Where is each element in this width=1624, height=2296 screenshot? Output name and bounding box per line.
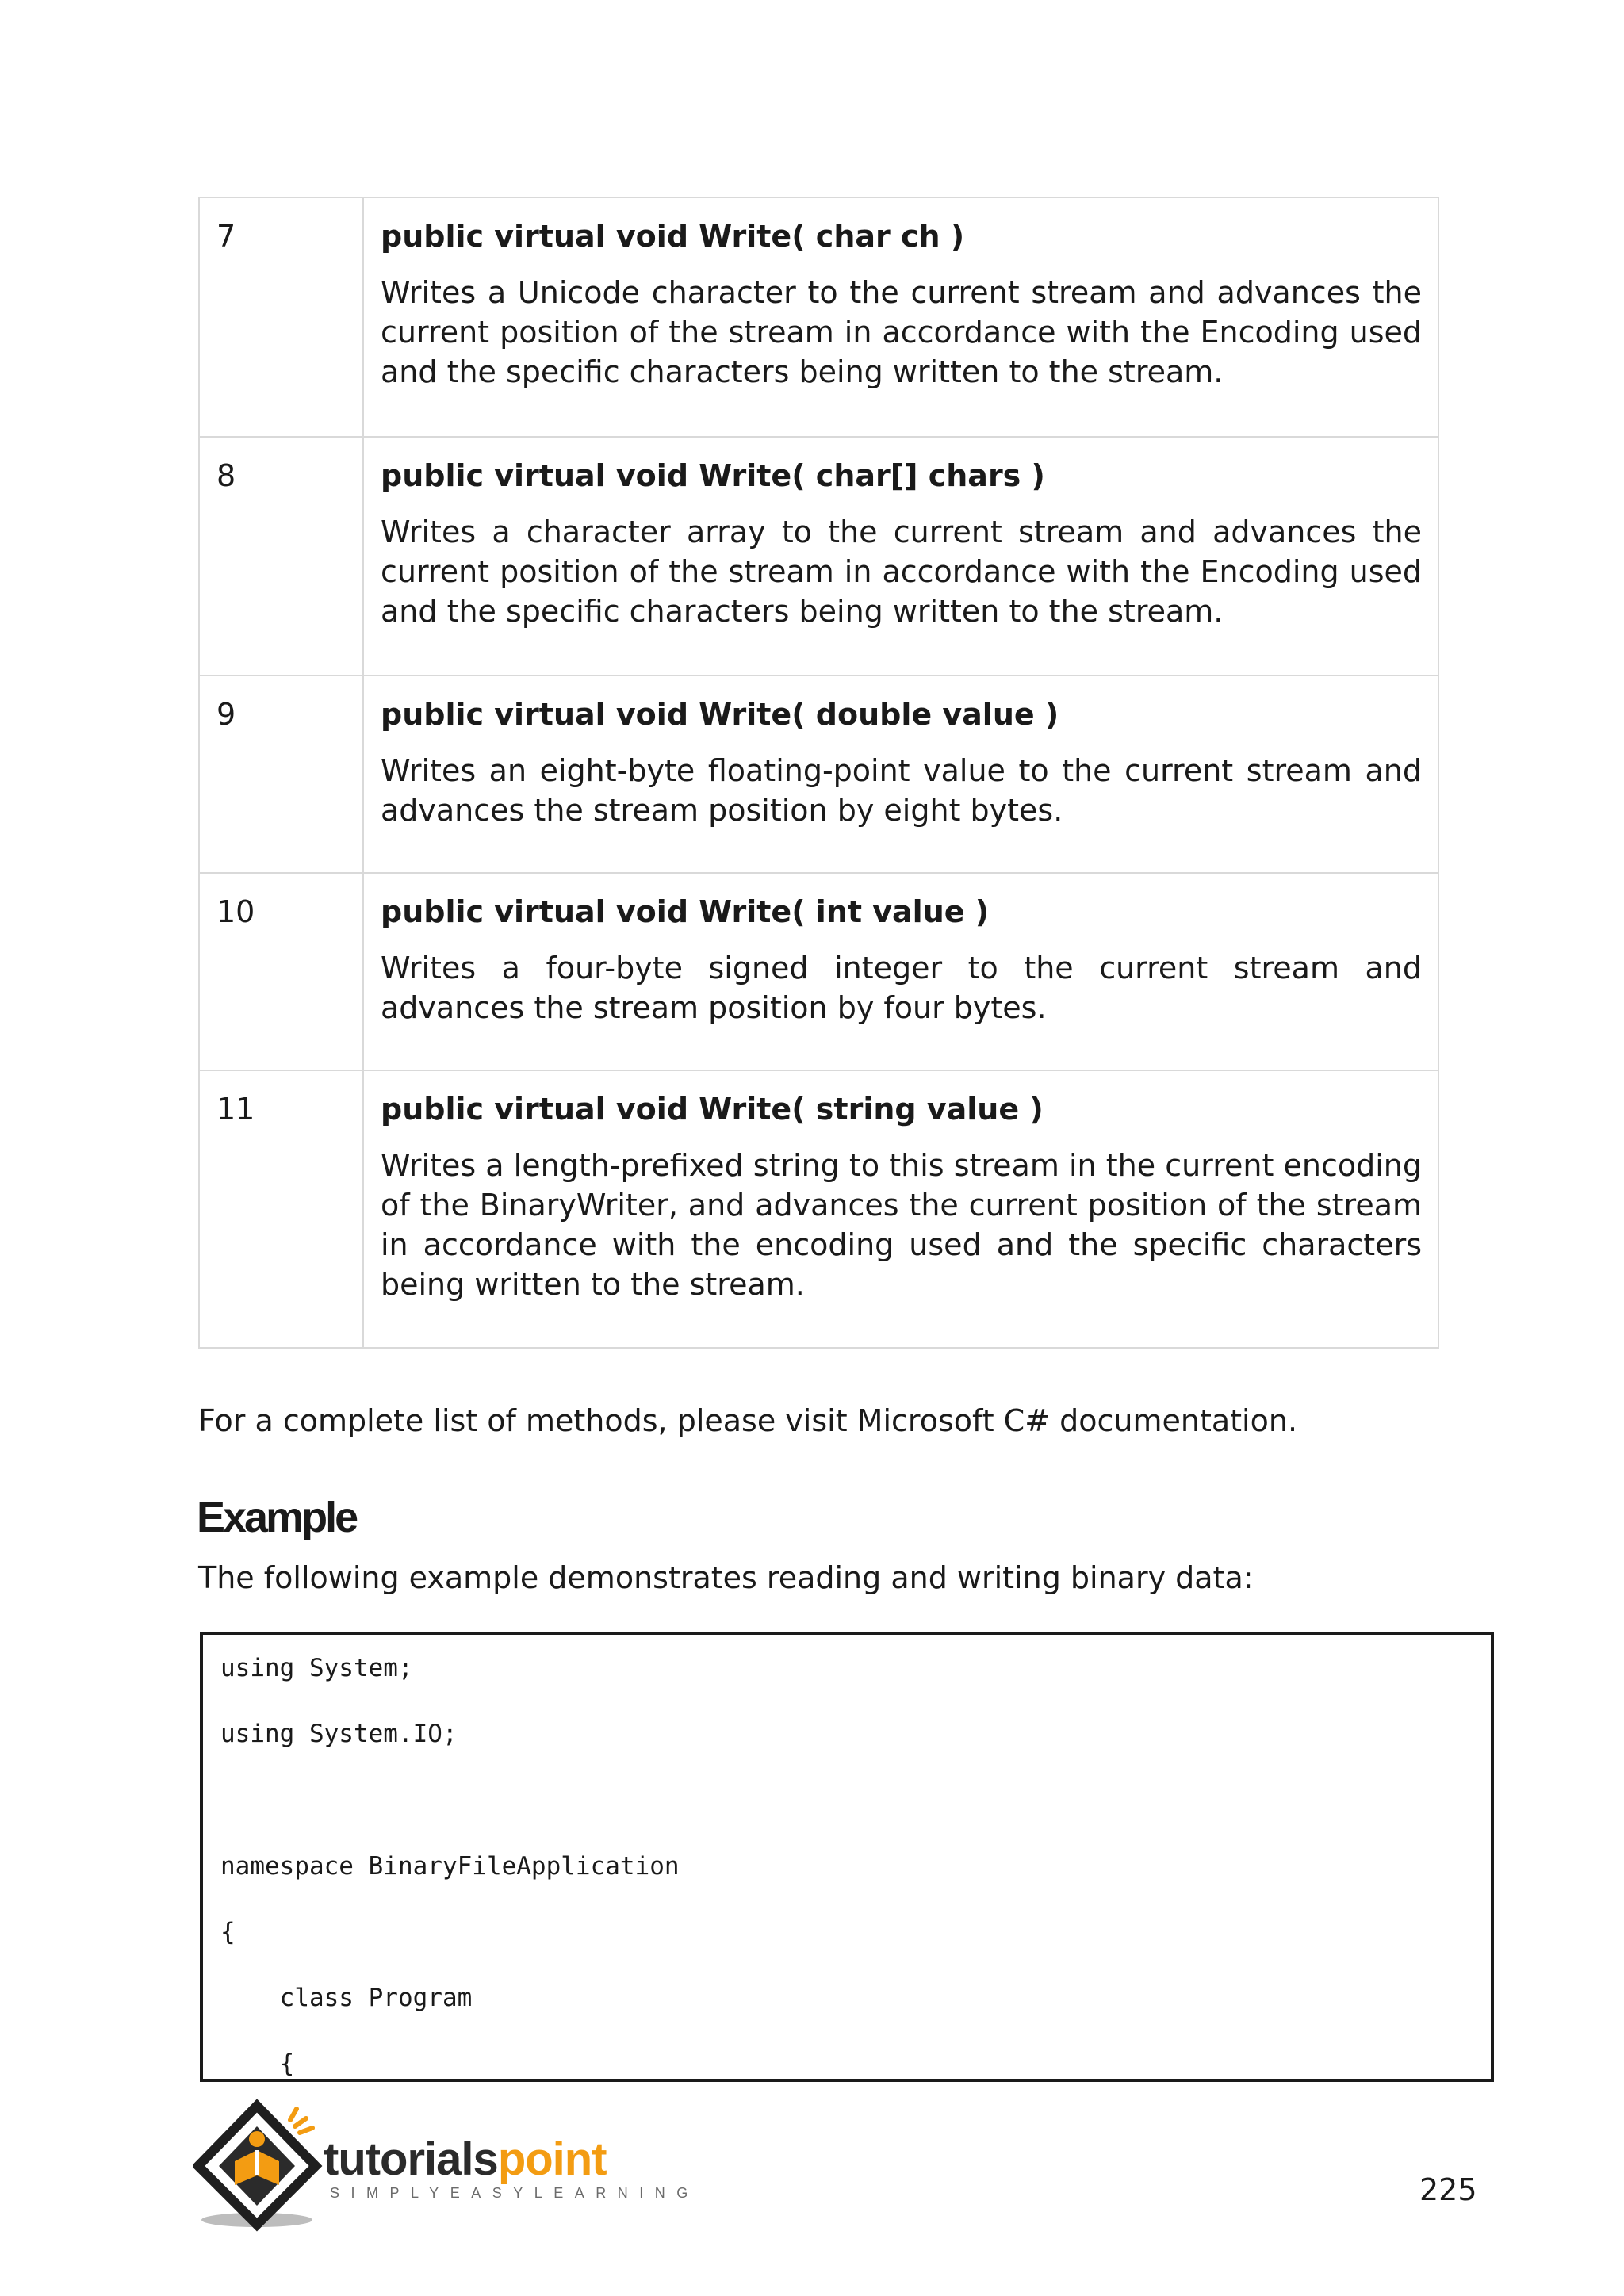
method-number: 9 (199, 675, 363, 873)
method-number: 10 (199, 873, 363, 1070)
method-description: Writes a four-byte signed integer to the current stream and advances the stream position by four bytes. (381, 951, 1422, 1025)
logo-emblem-icon (193, 2099, 328, 2234)
code-block (200, 1632, 1494, 2082)
table-row (199, 1070, 1438, 1348)
example-intro: The following example demonstrates reading and writing binary data: (198, 1560, 1254, 1595)
logo-tagline: SIMPLYEASYLEARNING (330, 2185, 699, 2201)
table-row (199, 197, 1438, 437)
table-row (199, 873, 1438, 1070)
page-number: 225 (1419, 2172, 1477, 2207)
logo-wordmark (324, 2134, 607, 2185)
methods-reference-note: For a complete list of methods, please visit Microsoft C# documentation. (198, 1403, 1298, 1438)
method-signature: public virtual void Write( string value ) (381, 1092, 1044, 1127)
method-number: 8 (199, 437, 363, 675)
method-cell (363, 675, 1438, 873)
table-row (199, 675, 1438, 873)
methods-table (198, 197, 1439, 1349)
method-cell (363, 873, 1438, 1070)
method-signature: public virtual void Write( double value ) (381, 697, 1059, 732)
code-line: namespace BinaryFileApplication (220, 1852, 680, 1881)
method-cell (363, 437, 1438, 675)
logo-word-accent: point (497, 2133, 607, 2185)
method-signature: public virtual void Write( int value ) (381, 894, 990, 929)
section-heading: Example (197, 1494, 357, 1541)
method-cell (363, 197, 1438, 437)
method-signature: public virtual void Write( char[] chars ) (381, 458, 1045, 493)
method-description: Writes an eight-byte floating-point value to the current stream and advances the stream position by eight bytes. (381, 753, 1422, 828)
method-number: 7 (199, 197, 363, 437)
method-cell (363, 1070, 1438, 1348)
code-line: { (220, 1918, 236, 1946)
code-line: using System; (220, 1654, 413, 1682)
method-number: 11 (199, 1070, 363, 1348)
logo-word-dark: tutorials (324, 2133, 498, 2185)
code-line: { (220, 2049, 295, 2078)
method-description: Writes a character array to the current stream and advances the current position of the stream in accordance with the Encoding used and the specific characters being written to the stream. (381, 515, 1422, 629)
table-row (199, 437, 1438, 675)
tutorialspoint-logo (193, 2099, 699, 2234)
method-description: Writes a Unicode character to the current stream and advances the current position of the stream in accordance with the Encoding used and the specific characters being written to the stream. (381, 275, 1422, 389)
method-description: Writes a length-prefixed string to this stream in the current encoding of the BinaryWriter, and advances the current position of the stream in accordance with the encoding used and the specific characters being written to the stream. (381, 1148, 1422, 1302)
code-line: using System.IO; (220, 1720, 458, 1748)
code-line: class Program (220, 1984, 473, 2012)
method-signature: public virtual void Write( char ch ) (381, 219, 965, 254)
